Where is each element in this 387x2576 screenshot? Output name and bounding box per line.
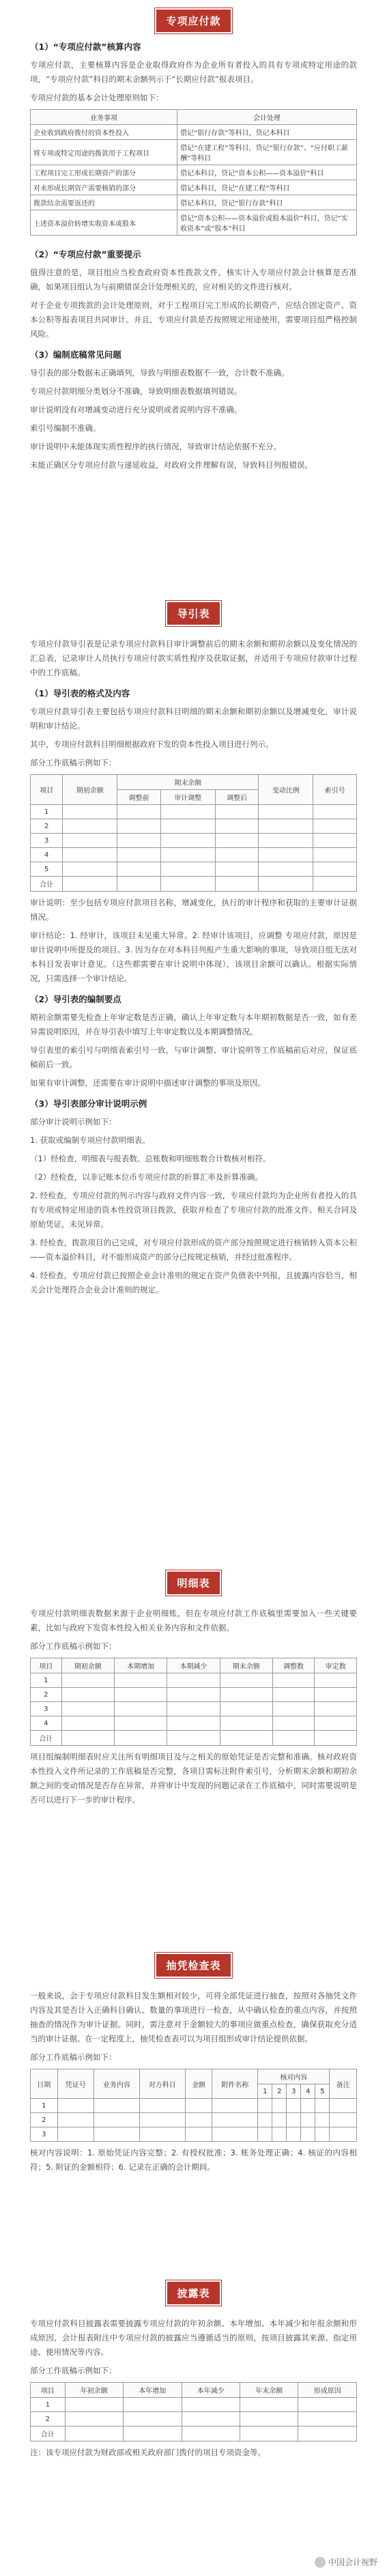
watermark [315,2556,377,2568]
paragraph: 4. 经检查，专项应付款已按照企业会计准则的规定在资产负债表中列报，且披露内容恰当，相关会计处理符合企业会计准则的规定。 [30,1271,357,1294]
table-row [31,877,357,892]
table-row [31,125,357,140]
paragraph: 其中，专项应付款科目明细根据政府下发的资本性投入项目进行列示。 [30,739,274,749]
table-header: 业务内容 [94,2069,139,2099]
cell: 将专项或特定用途的拨款用于工程项目 [31,140,177,165]
paragraph: 1. 获取或编制专项应付款明细表。 [30,1135,150,1145]
table-row [31,165,357,180]
heading: （1）导引表的格式及内容 [30,688,130,698]
table-row [31,180,357,195]
table-row [31,140,357,165]
cell: 合计 [31,2426,66,2441]
table-row [31,1731,357,1746]
cell: 借记本科目，贷记“在建工程”等科目 [177,180,357,195]
table-row [31,2412,357,2426]
table-header: 金额 [185,2069,212,2099]
heading: （2）导引表的编制要点 [30,994,121,1004]
cell: 3 [31,2127,58,2142]
paragraph: 审计说明没有对增减变动进行充分说明或者说明内容不准确。 [30,405,242,414]
cell: 借记本科目，贷记“银行存款”科目 [177,195,357,210]
table-header: 3 [287,2084,301,2099]
table-header: 业务事项 [31,110,177,125]
cell: 1 [31,2099,58,2113]
paragraph: 专项应付款明细表数据来源于企业明细账，但在专项应付款工作底稿里需要加入一些关键要素，比如与政府下发资本性投入相关业务内容和文件依据。 [30,1609,357,1632]
paragraph: 2. 经检查，专项应付款的列示内容与政府文件内容一致，专项应付款均为企业所有者投入的具有专项或特定用途的资本性投资项目拨款，获取并检查了专项应付款的批准文件、相关合同及原始凭证，未见异常。 [30,1191,357,1229]
table-header: 索引号 [313,775,357,805]
cell: 拨款结余需要返还的 [31,195,177,210]
table-row [31,1702,357,1716]
paragraph: 专项应付款的基本会计处理原则如下： [30,93,164,102]
table-row [31,2127,357,2142]
section-guide-table [30,601,357,1301]
heading: （3）导引表部分审计说明示例 [30,1099,147,1109]
table-header: 对方科目 [139,2069,185,2099]
paragraph: 值得注意的是，项目组应当检查政府资本性拨款文件，核实计入专项应付款会计核算是否准确，如果项目组认为与前期错误会计处理相关的，应对相关的文件进行核对。 [30,268,357,292]
table-header: 项目 [31,1658,62,1673]
cell: 对未形成长期资产需要核销的部分 [31,180,177,195]
table-header: 4 [301,2084,315,2099]
table-header: 审定数 [315,1658,357,1673]
table-header: 凭证号 [57,2069,94,2099]
paragraph: 部分工作底稿示例如下： [30,1641,117,1651]
cell: 企业收到政府拨付的资本性投入 [31,125,177,140]
table-header: 2 [272,2084,287,2099]
paragraph: 一般来说，会于专项应付款科目发生额相对较少，可将全部凭证进行抽查，按照对各抽凭文件内容及其是否计入正确科目确认、数量的事项进行一检查，从中确认检查的重点内容，并按照抽查的情况作为审计证据。同时，需注意对于金额较大的事项应做重点检查，确保获取充分适当的审计证据。在一定程度上，抽凭检查表可以为项目组形成审计结论提供依据。 [30,1991,357,2043]
heading: （1）“专项应付款”核算内容 [30,42,141,52]
cell: 1 [31,805,63,819]
detail-worksheet-table [30,1658,357,1746]
disclosure-worksheet-table [30,2382,357,2441]
section-badge: 专项应付款 [155,8,231,33]
table-header: 项目 [31,775,63,805]
paragraph: 专项应付款导引表是记录专项应付款科目审计调整前后的期末余额和期初余额以及变化情况的汇总表，记录审计人员执行专项应付款实质性程序及获取证据，并适用于专项应付款审计过程中的工作底稿。 [30,639,357,677]
section-badge: 明细表 [166,1570,220,1596]
paragraph: 部分工作底稿示例如下： [30,758,117,767]
table-header: 本年增加 [124,2383,182,2398]
cell: 借记“银行存款”等科目，贷记本科目 [177,125,357,140]
paragraph: 审计说明：至少包括专项应付款项目名称，增减变化，执行的审计程序和获取的主要审计证据情况。 [30,898,357,922]
table-header: 期末余额 [220,1658,272,1673]
paragraph: 专项应付款明细分类划分不准确，导致明细表数据填列错误。 [30,386,242,396]
table-header: 审计调整 [160,790,215,805]
paragraph: 核对内容说明：1. 原始凭证内容完整；2. 有授权批准；3. 账务处理正确；4. 核证的内容相符；5. 附证的金额相符；6. 记录在正确的会计期间。 [30,2148,357,2172]
table-header: 调整数 [272,1658,315,1673]
cell: 合计 [31,1731,62,1746]
cell: 2 [31,819,63,834]
cell: 2 [31,2412,66,2426]
paragraph: 如果有审计调整，还需要在审计说明中描述审计调整的事项及原因。 [30,1078,266,1088]
heading: （3）编制底稿常见问题 [30,350,121,360]
table-header: 核对内容 [258,2069,330,2084]
cell: 2 [31,1688,62,1702]
cell: 借记“在建工程”等科目，贷记“银行存款”、“应付职工薪酬”等科目 [177,140,357,165]
cell: 借记“资本公积——资本溢价或股本溢价”科目，贷记“实收资本”或“股本”科目 [177,210,357,236]
cell: 4 [31,1716,62,1731]
table-header: 本年减少 [182,2383,240,2398]
table-header: 形成原因 [298,2383,357,2398]
table-header: 调整后 [215,790,259,805]
table-header: 1 [258,2084,272,2099]
table-row [31,1716,357,1731]
table-header: 附件名称 [212,2069,258,2099]
cell: 合计 [31,877,63,892]
paragraph: 未能正确区分专项应付款与递延收益，对政府文件理解有误，导致科目列报错误。 [30,460,313,470]
table-header: 项目 [31,2383,66,2398]
cell: 5 [31,862,63,877]
paragraph: 部分工作底稿示例如下： [30,2052,117,2062]
paragraph: 对于企业专项拨款的会计处理原则，对于工程项目完工形成的长期资产，应结合固定资产、资本公积等报表项目共同审计。并且，专项应付款是否按照规定用途使用，需要项目组严格控制风险。 [30,300,357,339]
paragraph: 部分工作底稿示例如下： [30,2366,117,2375]
cell: 3 [31,1702,62,1716]
paragraph: 3. 经检查，拨款项目的已完成，对专项应付款形成的资产部分按照规定进行核销转入资本公积——资本溢价科目，对不能形成资产的部分已按规定核销，并经过批准程序。 [30,1238,357,1262]
table-row [31,819,357,834]
paragraph: 审计说明中未能体现实质性程序的执行情况，导致审计结论依据不充分。 [30,442,281,451]
paragraph: 专项应付款导引表主要包括专项应付款科目明细的期末余额和期初余额以及增减变化，审计说明和审计结论。 [30,707,357,731]
table-row [31,2099,357,2113]
section-special-payables [30,8,357,477]
table-row [31,1673,357,1688]
table-header: 年初余额 [65,2383,123,2398]
heading: （2）“专项应付款”重要提示 [30,249,141,259]
section-badge: 披露表 [166,2280,220,2306]
paragraph: 期初余额需要先检查上年审定数是否正确，确认上年审定数与本年期初数据是否一致，如有差异需说明原因，并在导引表中填写上年审定数以及本期调整情况。 [30,1013,357,1036]
voucher-worksheet-table [30,2069,357,2142]
table-header: 日期 [31,2069,58,2099]
section-disclosure [30,2280,357,2464]
paragraph: 索引号编制不准确。 [30,423,101,433]
table-row [31,195,357,210]
accounting-table [30,109,357,236]
paragraph: 专项应付款，主要核算内容是企业取得政府作为企业所有者投入的具有专项或特定用途的款项，“专项应付款”科目的期末余额列示于“长期应付款”报表项目。 [30,60,357,84]
table-row [31,1688,357,1702]
watermark-text: 中国会计视野 [328,2557,377,2567]
table-row [31,834,357,848]
cell: 1 [31,2398,66,2412]
table-header: 本期增加 [115,1658,167,1673]
section-badge: 导引表 [166,601,220,626]
paragraph: 审计结论：1. 经审计，该项目未见重大异常。2. 经审计该项目，应调整 专项应付款，原因是审计说明中所提及的项目。3. 因为存在对本科目列报产生重大影响的事项，导致项目组无法对本科目发表审计意见。（这些都需要在审计说明中体现），该项目余额可以确认。根据实际情况，只需选择一个审计结论。 [30,931,357,983]
section-badge: 抽凭检查表 [155,1953,231,1978]
paragraph: 导引表的部分数据未正确填列，导致与明细表数据不一致，合计数不准确。 [30,368,289,378]
table-row [31,805,357,819]
table-header: 变动比例 [259,775,313,805]
guide-worksheet-table [30,774,357,892]
table-header: 5 [315,2084,330,2099]
table-header: 年末余额 [240,2383,298,2398]
section-detail-table [30,1570,357,1811]
paragraph: （2）经检查，以非记账本位币专项应付款的折算汇率及折算准确。 [30,1172,263,1182]
table-header: 本期减少 [167,1658,220,1673]
paragraph: 导引表里的索引号与明细表索引号一致，与审计调整、审计说明等工作底稿前后对应，保证底稿前后一致。 [30,1045,357,1069]
table-header: 会计处理 [177,110,357,125]
cell: 1 [31,1673,62,1688]
cell: 4 [31,848,63,862]
section-voucher-check [30,1953,357,2179]
table-row [31,848,357,862]
table-row [31,2426,357,2441]
watermark-logo-icon [315,2557,326,2568]
table-row [31,2113,357,2127]
cell: 3 [31,834,63,848]
table-row [31,2398,357,2412]
paragraph: 专项应付款科目披露表需要披露专项应付款的年初余额、本年增加、本年减少和年报余额和形成原因，会计报表附注中专项应付款的披露应当遵循适当的原则，按项目披露其来源、指定用途、使用情况等内容。 [30,2319,357,2357]
paragraph: 项目组编制明细表时应关注所有明细项目及与之相关的原始凭证是否完整和准确。核对政府资本性投入文件所记录的工作底稿是否完整，各项目需标注附件索引号，分析期末余额和期初余额之间的变动情况是否存在异常，并将审计中发现的问题记录在工作底稿中，同时需要说明是否可以进行下一步的审计程序。 [30,1752,357,1804]
cell: 借记本科目，贷记“资本公积——资本溢价”科目 [177,165,357,180]
table-header: 期末余额 [117,775,259,790]
table-header: 调整前 [117,790,161,805]
cell: 上述资本溢价转增实收资本或股本 [31,210,177,236]
paragraph: 部分审计说明示例如下： [30,1117,117,1127]
table-header: 期初余额 [61,1658,114,1673]
table-row [31,862,357,877]
cell: 2 [31,2113,58,2127]
table-header: 备注 [330,2069,357,2099]
table-row [31,210,357,236]
paragraph: 注：该专项应付款为财政部或相关政府部门拨付的项目专项资金等。 [30,2448,266,2457]
paragraph: （1）经检查，明细表与报表数、总账数和明细账数合计数核对相符。 [30,1154,271,1163]
table-header: 期初余额 [63,775,117,805]
cell: 工程项目完工形成长期资产的部分 [31,165,177,180]
